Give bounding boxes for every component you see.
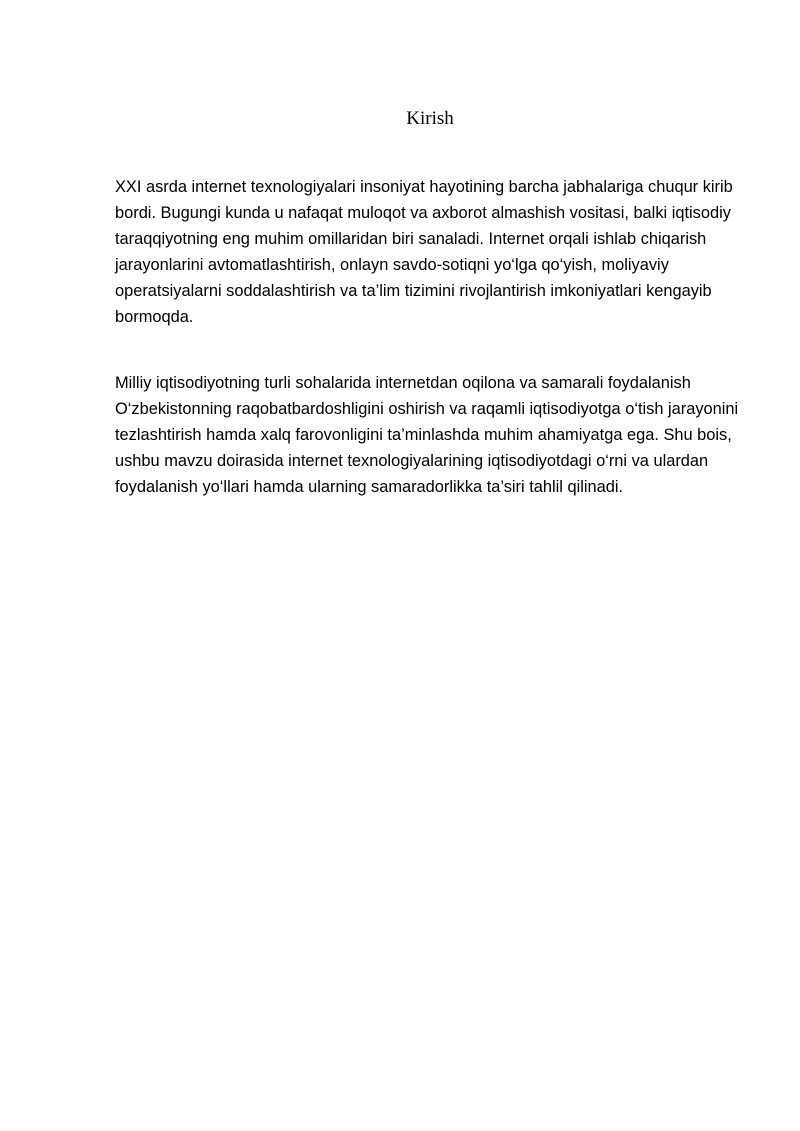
document-title: Kirish [406, 108, 454, 129]
intro-paragraph-1: XXI asrda internet texnologiyalari insoniyat hayotining barcha jabhalariga chuqur kirib bordi. Bugungi kunda u nafaqat muloqot va axborot almashish vositasi, balki iqtisodiy taraqqiyotning eng muhim omillaridan biri sanaladi. Internet orqali ishlab chiqarish jarayonlarini avtomatlashtirish, onlayn savdo-sotiqni yo‘lga qo‘yish, moliyaviy operatsiyalarni soddalashtirish va ta’lim tizimini rivojlantirish imkoniyatlari kengayib bormoqda. [115, 178, 733, 326]
intro-paragraph-2: Milliy iqtisodiyotning turli sohalarida internetdan oqilona va samarali foydalanish O‘zbekistonning raqobatbardoshligini oshirish va raqamli iqtisodiyotga o‘tish jarayonini tezlashtirish hamda xalq farovonligini ta’minlashda muhim ahamiyatga ega. Shu bois, ushbu mavzu doirasida internet texnologiyalarining iqtisodiyotdagi o‘rni va ulardan foydalanish yo‘llari hamda ularning samaradorlikka ta’siri tahlil qilinadi. [115, 374, 739, 496]
